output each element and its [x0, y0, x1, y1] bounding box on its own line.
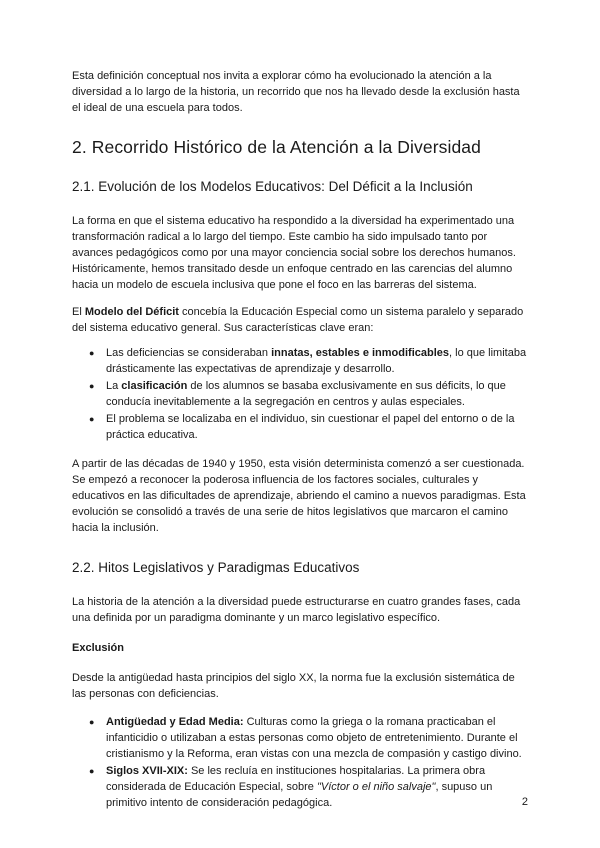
document-page — [72, 68, 528, 824]
list-item — [72, 714, 528, 762]
bullet-list — [72, 345, 528, 443]
text: concebía la Educación Especial como un sistema paralelo y separado del sistema educativo general. Sus características clave eran: — [72, 306, 524, 334]
subheading-exclusion: Exclusión — [72, 642, 124, 654]
text: Culturas como la griega o la romana practicaban el infanticidio o utilizaban a estas personas como objeto de entretenimiento. Durante el cristianismo y la Reforma, eran vistas con una mezcla de compasión y castigo divino. — [106, 716, 522, 760]
text: Las deficiencias se consideraban — [106, 347, 272, 359]
text: El problema se localizaba en el individuo, sin cuestionar el papel del entorno o de la práctica educativa. — [106, 413, 515, 441]
text: de los alumnos se basaba exclusivamente en sus déficits, lo que conducía inevitablemente a la segregación en centros y aulas especiales. — [106, 380, 506, 408]
subsection-heading-2-2: 2.2. Hitos Legislativos y Paradigmas Educativos — [72, 560, 360, 575]
intro-paragraph: Esta definición conceptual nos invita a explorar cómo ha evolucionado la atención a la diversidad a lo largo de la historia, un recorrido que nos ha llevado desde la exclusión hasta el ideal de una escuela para todos. — [72, 70, 520, 114]
bullet-icon: ● — [89, 766, 95, 776]
text: Se les recluía en instituciones hospitalarias. La primera obra considerada de Educación Especial, sobre — [106, 765, 486, 793]
list-item — [72, 411, 528, 443]
bullet-list — [72, 714, 528, 811]
text: El — [72, 306, 85, 318]
text: La — [106, 380, 122, 392]
bullet-icon: ● — [89, 717, 95, 727]
bold-text: Antigüedad y Edad Media: — [106, 716, 244, 728]
bold-text: Modelo del Déficit — [84, 306, 179, 318]
subsection-heading-2-1: 2.1. Evolución de los Modelos Educativos: Del Déficit a la Inclusión — [72, 179, 473, 194]
italic-text: "Víctor o el niño salvaje" — [316, 781, 436, 793]
bold-text: clasificación — [121, 380, 188, 392]
page-number: 2 — [521, 796, 528, 808]
paragraph: Desde la antigüedad hasta principios del siglo XX, la norma fue la exclusión sistemática de las personas con deficiencias. — [72, 672, 515, 700]
section-heading: 2. Recorrido Histórico de la Atención a la Diversidad — [72, 137, 481, 157]
bullet-icon: ● — [89, 348, 95, 358]
paragraph: La historia de la atención a la diversidad puede estructurarse en cuatro grandes fases, cada una definida por un paradigma dominante y un marco legislativo específico. — [72, 596, 521, 624]
paragraph-deficit-model — [72, 304, 528, 336]
paragraph: A partir de las décadas de 1940 y 1950, esta visión determinista comenzó a ser cuestionada. Se empezó a reconocer la poderosa influencia de los factores sociales, culturales y educativos en las dificultades de aprendizaje, abriendo el camino a nuevos paradigmas. Esta evolución se consolidó a través de una serie de hitos legislativos que marcaron el camino hacia la inclusión. — [72, 458, 526, 534]
list-item — [72, 378, 528, 410]
bold-text: Siglos XVII-XIX: — [106, 765, 188, 777]
paragraph: La forma en que el sistema educativo ha respondido a la diversidad ha experimentado una transformación radical a lo largo del tiempo. Este cambio ha sido impulsado tanto por avances pedagógicos como por una mayor conciencia social sobre los derechos humanos. Históricamente, hemos transitado desde un enfoque centrado en las carencias del alumno hacia un modelo de escuela inclusiva que pone el foco en las barreras del sistema. — [72, 215, 516, 291]
bullet-icon: ● — [89, 414, 95, 424]
text: , lo que limitaba drásticamente las expectativas de aprendizaje y desarrollo. — [106, 347, 527, 375]
list-item — [72, 345, 528, 377]
text: , supuso un primitivo intento de consideración pedagógica. — [106, 781, 493, 809]
bold-text: innatas, estables e inmodificables — [271, 347, 450, 359]
bullet-icon: ● — [89, 381, 95, 391]
list-item — [72, 763, 528, 811]
